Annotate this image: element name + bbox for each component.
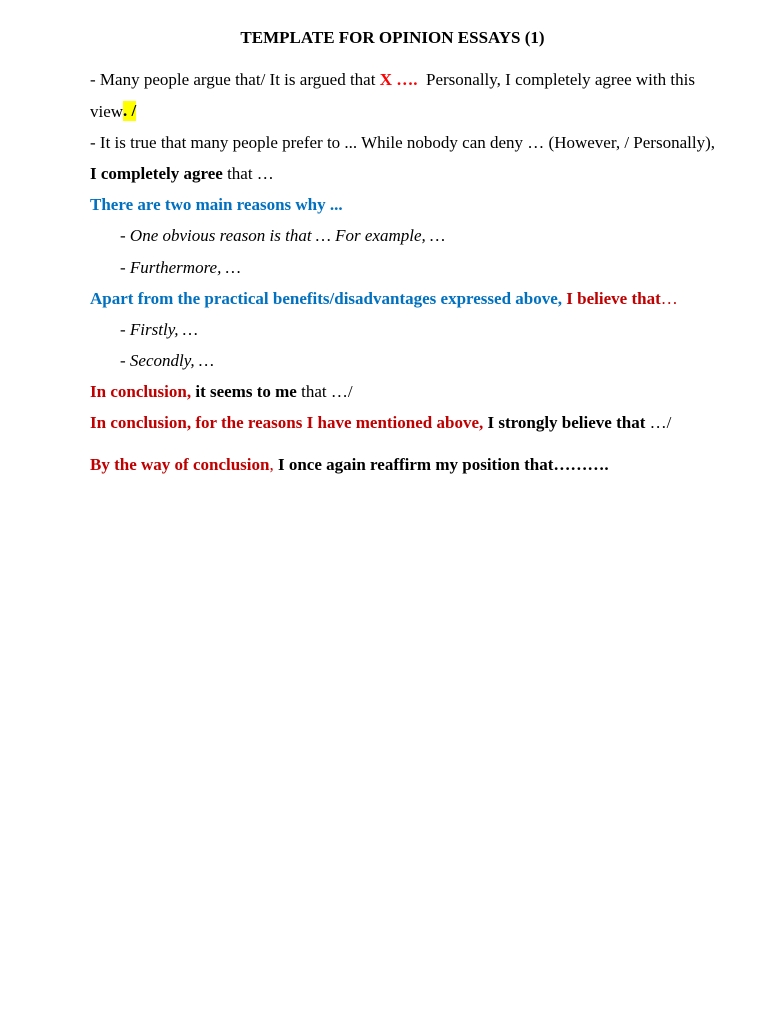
list-item xyxy=(90,220,750,251)
point-item-1: - Firstly, … xyxy=(120,319,198,339)
x-placeholder: X …. xyxy=(379,70,418,90)
intro-2-line-a xyxy=(90,127,750,158)
conclusion-3-red-bold-text: By the way of conclusion xyxy=(90,455,270,475)
list-item xyxy=(90,345,750,376)
conclusion-2-rest-text: …/ xyxy=(645,413,672,433)
highlighted-punctuation: . / xyxy=(123,101,137,121)
reason-item-2: - Furthermore, … xyxy=(120,257,241,277)
conclusion-2-bold-text: I strongly believe that xyxy=(487,413,646,433)
intro-1-lead-text: - Many people argue that/ It is argued that xyxy=(90,70,380,90)
list-item xyxy=(90,252,750,283)
conclusion-2-line xyxy=(90,407,750,438)
list-item xyxy=(90,314,750,345)
point-item-2: - Secondly, … xyxy=(120,351,214,371)
conclusion-1-line xyxy=(90,376,750,407)
document-body xyxy=(90,64,750,480)
page-title: TEMPLATE FOR OPINION ESSAYS (1) xyxy=(240,28,545,47)
reason-item-1: - One obvious reason is that … For example, … xyxy=(120,226,446,246)
conclusion-3-comma: , xyxy=(269,455,278,475)
conclusion-1-red-text: In conclusion, xyxy=(90,382,196,402)
intro-2-text: - It is true that many people prefer to ... While nobody can deny … (However, / Personally), xyxy=(90,132,715,152)
conclusion-3-bold-text: I once again reaffirm my position that………. xyxy=(277,455,609,475)
reasons-heading-line xyxy=(90,189,750,220)
apart-line xyxy=(90,283,750,314)
reasons-heading: There are two main reasons why ... xyxy=(90,195,343,215)
believe-ellipsis: … xyxy=(660,288,678,308)
intro-2-line-b xyxy=(90,158,750,189)
agree-rest-text: that … xyxy=(222,163,274,183)
conclusion-1-bold-text: it seems to me xyxy=(195,382,297,402)
conclusion-2-red-text: In conclusion, for the reasons I have mentioned above, xyxy=(90,413,488,433)
agree-phrase: I completely agree xyxy=(90,163,223,183)
intro-1-line-a xyxy=(90,64,750,95)
believe-phrase: I believe that xyxy=(566,288,661,308)
conclusion-1-rest-text: that …/ xyxy=(296,382,353,402)
intro-1-view-word: view xyxy=(90,101,124,121)
apart-blue-text: Apart from the practical benefits/disadvantages expressed above, xyxy=(90,288,567,308)
intro-1-rest-text: Personally, I completely agree with this xyxy=(417,70,695,90)
intro-1-line-b xyxy=(90,96,750,127)
conclusion-3-line xyxy=(90,449,750,480)
